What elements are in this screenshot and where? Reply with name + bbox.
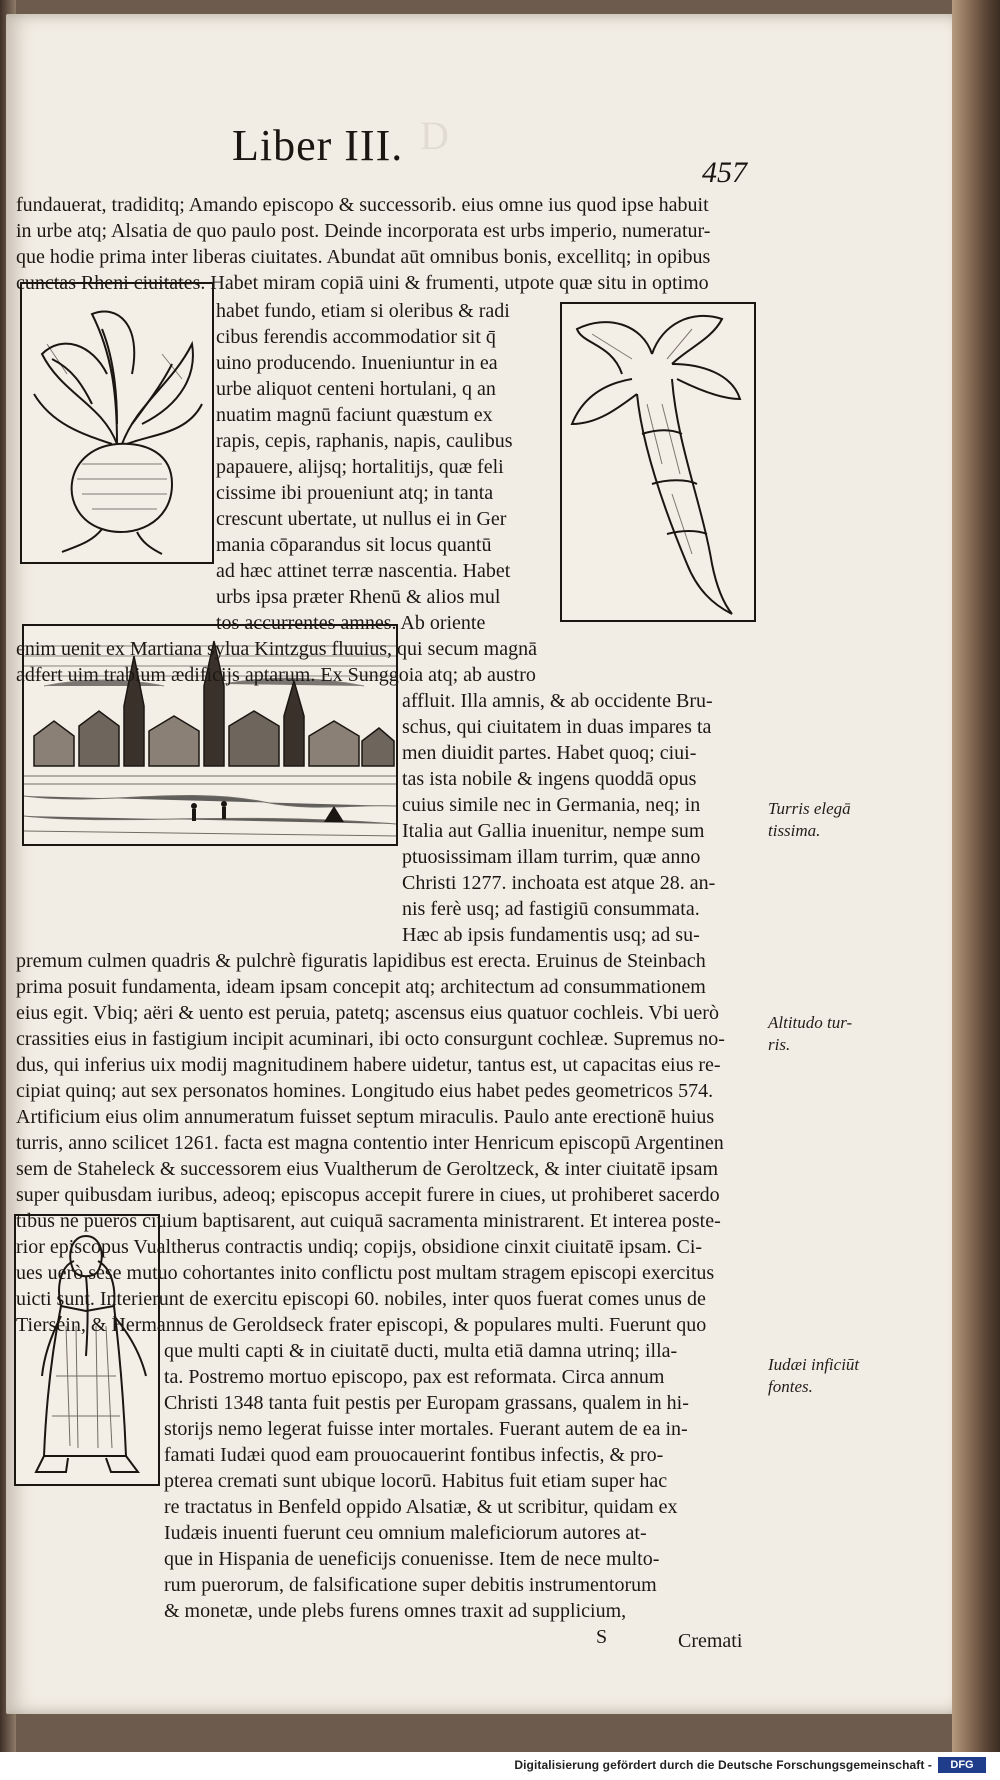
text-line-32: eius egit. Vbiq; aëri & uento est peruia, patetq; ascensus eius quatuor cochleis. Vbi uerò [16, 1002, 719, 1024]
text-line-11: papauere, alijsq; hortalitijs, quæ feli [216, 456, 504, 478]
text-line-26: ptuosissimam illam turrim, quæ anno [402, 846, 701, 868]
text-line-7: uino producendo. Inueniuntur in ea [216, 352, 498, 374]
text-line-54: rum puerorum, de falsificatione super debitis instrumentorum [164, 1574, 657, 1596]
margin-note-altitudo-2: ris. [768, 1035, 791, 1054]
margin-note-iudaei-1: Iudæi inficiūt [768, 1355, 860, 1374]
text-line-42: ues uerò sese mutuo cohortantes inito conflictu post multam stragem episcopi exercitus [16, 1262, 715, 1284]
margin-note-turris-2: tissima. [768, 821, 821, 840]
text-line-31: prima posuit fundamenta, ideam ipsam concepit atq; architectum ad consummationem [16, 976, 706, 998]
dfg-logo: DFG [938, 1757, 986, 1773]
text-line-1: fundauerat, tradiditq; Amando episcopo & successorib. eius omne ius quod ipse habuit [16, 194, 709, 216]
text-line-27: Christi 1277. inchoata est atque 28. an- [402, 872, 716, 894]
text-line-35: cipiat quinq; aut sex personatos homines. Longitudo eius habet pedes geometricos 574. [16, 1080, 714, 1102]
text-line-16: urbs ipsa præter Rhenū & alios mul [216, 586, 501, 608]
signature-mark: S [596, 1626, 608, 1648]
beet-drawing [22, 284, 212, 562]
text-line-10: rapis, cepis, raphanis, napis, caulibus [216, 430, 513, 452]
woodcut-beet-illustration [20, 282, 214, 564]
text-line-47: Christi 1348 tanta fuit pestis per Europam grassans, qualem in hi- [164, 1392, 689, 1414]
text-line-25: Italia aut Gallia inuenitur, nempe sum [402, 820, 705, 842]
text-line-55: & monetæ, unde plebs furens omnes traxit ad supplicium, [164, 1600, 627, 1622]
text-line-29: Hæc ab ipsis fundamentis usq; ad su- [402, 924, 700, 946]
text-line-45: que multi capti & in ciuitatē ducti, multa etiā damna utrinq; illa- [164, 1340, 678, 1362]
catchword: Cremati [678, 1630, 743, 1652]
running-title: Liber III. [232, 121, 404, 170]
margin-note-altitudo-1: Altitudo tur- [768, 1013, 853, 1032]
text-line-33: crassities eius in fastigium incipit acuminari, ibi octo consurgunt cochleæ. Supremus no- [16, 1028, 725, 1050]
radish-drawing [562, 304, 754, 620]
text-line-12: cissime ibi proueniunt atq; in tanta [216, 482, 494, 504]
show-through-text: D [420, 113, 449, 158]
text-line-9: nuatim magnū faciunt quæstum ex [216, 404, 493, 426]
text-line-14: mania cōparandus sit locus quantū [216, 534, 492, 556]
text-line-36: Artificium eius olim annumeratum fuisset septum miraculis. Paulo ante erectionē huius [16, 1106, 715, 1128]
text-line-50: pterea cremati sunt ubique locorū. Habitus fuit etiam super hac [164, 1470, 668, 1492]
text-line-20: affluit. Illa amnis, & ab occidente Bru- [402, 690, 713, 712]
text-line-23: tas ista nobile & ingens quoddā opus [402, 768, 697, 790]
text-line-6: cibus ferendis accommodatior sit q̄ [216, 326, 496, 348]
text-line-3: que hodie prima inter liberas ciuitates. Abundat aūt omnibus bonis, excellitq; in opibus [16, 246, 711, 268]
footer-credit: Digitalisierung gefördert durch die Deutsche Forschungsgemeinschaft - [514, 1758, 932, 1772]
text-line-5: habet fundo, etiam si oleribus & radi [216, 300, 510, 322]
text-line-52: Iudæis inuenti fuerunt ceu omnium maleficiorum autores at- [164, 1522, 647, 1544]
text-line-48: storijs nemo legerat fuisse inter mortales. Fuerant autem de ea in- [164, 1418, 688, 1440]
margin-note-turris-1: Turris elegā [768, 799, 851, 818]
page-number: 457 [702, 156, 747, 189]
text-line-41: rior episcopus Vualtherus contractis undiq; copijs, obsidione cinxit ciuitatē ipsam. Ci- [16, 1236, 703, 1258]
text-line-49: famati Iudæi quod eam prouocauerint fontibus infectis, & pro- [164, 1444, 664, 1466]
text-line-4: cunctas Rheni ciuitates. Habet miram copiā uini & frumenti, utpote quæ situ in optimo [16, 272, 709, 294]
text-line-19: adfert uim trabium ædificijs aptarum. Ex Sunggoia atq; ab austro [16, 664, 536, 686]
text-line-15: ad hæc attinet terræ nascentia. Habet [216, 560, 511, 582]
text-line-37: turris, anno scilicet 1261. facta est magna contentio inter Henricum episcopū Argentinen [16, 1132, 724, 1154]
text-line-2: in urbe atq; Alsatia de quo paulo post. Deinde incorporata est urbs imperio, numeratur- [16, 220, 711, 242]
text-line-8: urbe aliquot centeni hortulani, q an [216, 378, 496, 400]
text-line-21: schus, qui ciuitatem in duas impares ta [402, 716, 712, 738]
text-line-18: enim uenit ex Martiana sylua Kintzgus fluuius, qui secum magnā [16, 638, 537, 660]
text-line-24: cuius simile nec in Germania, neq; in [402, 794, 701, 816]
book-page-edges [952, 0, 1000, 1780]
text-line-53: que in Hispania de ueneficijs conuenisse. Item de nece multo- [164, 1548, 660, 1570]
text-line-22: men diuidit partes. Habet quoq; ciui- [402, 742, 697, 764]
text-line-28: nis ferè usq; ad fastigiū consummata. [402, 898, 700, 920]
text-line-39: super quibusdam iuribus, adeoq; episcopus accepit furere in ciues, ut prohiberet sacerdo [16, 1184, 720, 1206]
woodcut-radish-illustration [560, 302, 756, 622]
margin-note-iudaei-2: fontes. [768, 1377, 813, 1396]
text-line-38: sem de Staheleck & successorem eius Vualtherum de Geroltzeck, & inter ciuitatē ipsam [16, 1158, 719, 1180]
text-line-34: dus, qui inferius uix modij magnitudinem habere uidetur, tantus est, ut capacitas eius re- [16, 1054, 721, 1076]
text-line-43: uicti sunt. Interierunt de exercitu episcopi 60. nobiles, inter quos fuerat comes unus de [16, 1288, 706, 1310]
text-line-44: Tiersein, & Hermannus de Geroldseck frater episcopi, & populares multi. Fuerunt quo [16, 1314, 707, 1336]
text-line-46: ta. Postremo mortuo episcopo, pax est reformata. Circa annum [164, 1366, 665, 1388]
text-line-13: crescunt ubertate, ut nullus ei in Ger [216, 508, 507, 530]
text-line-51: re tractatus in Benfeld oppido Alsatiæ, & ut scribitur, quidam ex [164, 1496, 678, 1518]
text-line-30: premum culmen quadris & pulchrè figuratis lapidibus est erecta. Eruinus de Steinbach [16, 950, 706, 972]
text-line-17: tos accurrentes amnes. Ab oriente [216, 612, 486, 634]
text-line-40: tibus ne pueros ciuium baptisarent, aut cuiquā sacramenta ministrarent. Et interea poste- [16, 1210, 721, 1232]
